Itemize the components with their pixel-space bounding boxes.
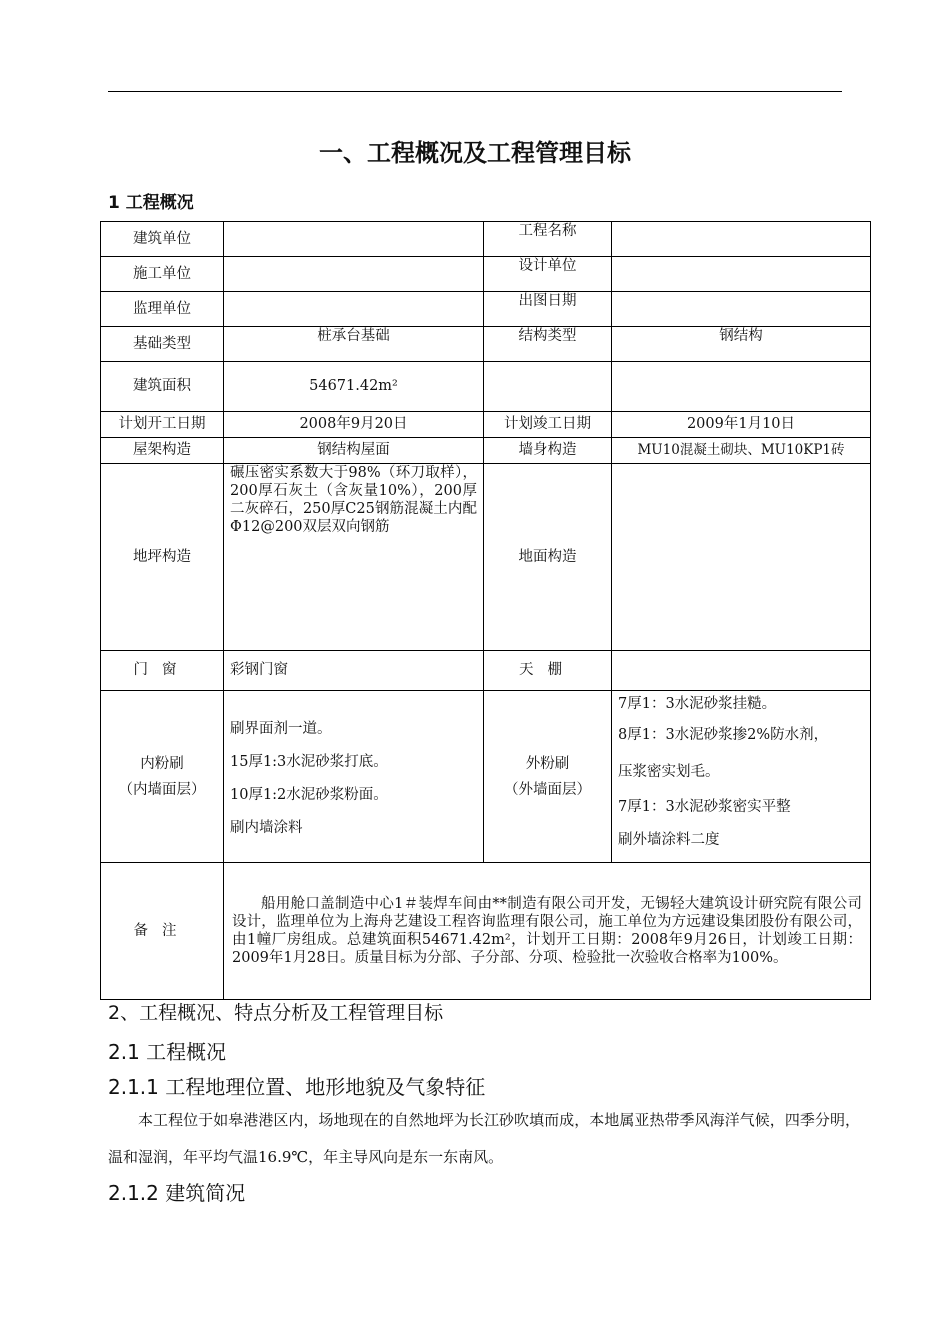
section-heading-2-1-1: 2.1.1 工程地理位置、地形地貌及气象特征 — [108, 1075, 486, 1099]
outer-finish-label: 外粉刷 — [525, 755, 570, 772]
inner-finish-line: 10厚1:2水泥砂浆粉面。 — [230, 786, 388, 803]
table-row — [101, 438, 871, 464]
value-cell: MU10混凝土砌块、MU10KP1砖 — [612, 438, 871, 464]
label-cell: 施工单位 — [101, 257, 224, 292]
label-cell — [484, 691, 612, 863]
section-heading-2-1-2: 2.1.2 建筑简况 — [108, 1181, 246, 1205]
value-cell — [224, 222, 484, 257]
label-cell: 工程名称 — [484, 222, 612, 257]
header-rule — [108, 91, 842, 92]
value-cell: 碾压密实系数大于98%（环刀取样），200厚石灰土（含灰量10%），200厚二灰碎石，250厚C25钢筋混凝土内配Φ12@200双层双向钢筋 — [224, 464, 484, 651]
outer-finish-line: 刷外墙涂料二度 — [618, 832, 720, 848]
label-cell — [101, 691, 224, 863]
label-cell: 屋架构造 — [101, 438, 224, 464]
label-cell — [484, 362, 612, 412]
value-cell — [612, 362, 871, 412]
label-cell: 墙身构造 — [484, 438, 612, 464]
label-cell: 门窗 — [101, 651, 224, 691]
outer-finish-line: 压浆密实划毛。 — [618, 764, 720, 780]
table-row — [101, 863, 871, 1000]
inner-finish-sublabel: （内墙面层） — [118, 781, 206, 798]
label-cell: 地坪构造 — [101, 464, 224, 651]
label-cell: 基础类型 — [101, 327, 224, 362]
table-row — [101, 362, 871, 412]
value-cell: 钢结构屋面 — [224, 438, 484, 464]
value-cell: 2008年9月20日 — [224, 412, 484, 438]
page-title: 一、工程概况及工程管理目标 — [319, 139, 631, 167]
label-cell: 监理单位 — [101, 292, 224, 327]
value-cell — [612, 691, 871, 863]
value-cell: 2009年1月10日 — [612, 412, 871, 438]
body-paragraph: 本工程位于如皋港港区内，场地现在的自然地坪为长江砂吹填而成，本地属亚热带季风海洋气候，四季分明，温和湿润，年平均气温16.9℃，年主导风向是东一东南风。 — [108, 1111, 860, 1166]
inner-finish-line: 15厚1:3水泥砂浆打底。 — [230, 753, 388, 770]
remarks-cell: 船用舱口盖制造中心1＃装焊车间由**制造有限公司开发，无锡轻大建筑设计研究院有限公司设计，监理单位为上海舟艺建设工程咨询监理有限公司，施工单位为方远建设集团股份有限公司，由1幢厂房组成。总建筑面积54671.42m²，计划开工日期：2008年9月26日，计划竣工日期：2009年1月28日。质量目标为分部、子分部、分项、检验批一次验收合格率为100%。 — [224, 863, 871, 1000]
value-cell: 彩钢门窗 — [224, 651, 484, 691]
label-cell: 地面构造 — [484, 464, 612, 651]
label-cell: 备注 — [101, 863, 224, 1000]
label-cell: 天棚 — [484, 651, 612, 691]
value-cell: 54671.42m² — [224, 362, 484, 412]
table-row — [101, 257, 871, 292]
table-row — [101, 222, 871, 257]
value-cell: 钢结构 — [612, 327, 871, 362]
table-row — [101, 691, 871, 863]
label-cell: 建筑面积 — [101, 362, 224, 412]
value-cell — [612, 222, 871, 257]
value-cell — [612, 292, 871, 327]
value-cell — [224, 257, 484, 292]
label-cell: 出图日期 — [484, 292, 612, 327]
outer-finish-line: 7厚1：3水泥砂浆挂糙。 — [618, 696, 777, 712]
section-heading-1: 1 工程概况 — [108, 193, 194, 213]
value-cell — [612, 651, 871, 691]
table-row — [101, 464, 871, 651]
value-cell — [612, 464, 871, 651]
value-cell — [224, 691, 484, 863]
section-heading-2-1: 2.1 工程概况 — [108, 1040, 227, 1064]
value-cell — [224, 292, 484, 327]
label-cell: 计划开工日期 — [101, 412, 224, 438]
outer-finish-line: 8厚1：3水泥砂浆掺2%防水剂， — [618, 727, 829, 743]
table-row — [101, 651, 871, 691]
outer-finish-line: 7厚1：3水泥砂浆密实平整 — [618, 799, 791, 815]
project-info-table — [100, 221, 871, 1000]
inner-finish-line: 刷界面剂一道。 — [230, 720, 332, 737]
table-row — [101, 327, 871, 362]
table-row — [101, 412, 871, 438]
label-cell: 建筑单位 — [101, 222, 224, 257]
outer-finish-sublabel: （外墙面层） — [504, 781, 591, 798]
label-cell: 计划竣工日期 — [484, 412, 612, 438]
inner-finish-line: 刷内墙涂料 — [230, 819, 303, 836]
section-heading-2: 2、工程概况、特点分析及工程管理目标 — [108, 1002, 444, 1024]
value-cell — [612, 257, 871, 292]
label-cell: 结构类型 — [484, 327, 612, 362]
table-row — [101, 292, 871, 327]
inner-finish-label: 内粉刷 — [140, 755, 184, 772]
value-cell: 桩承台基础 — [224, 327, 484, 362]
label-cell: 设计单位 — [484, 257, 612, 292]
